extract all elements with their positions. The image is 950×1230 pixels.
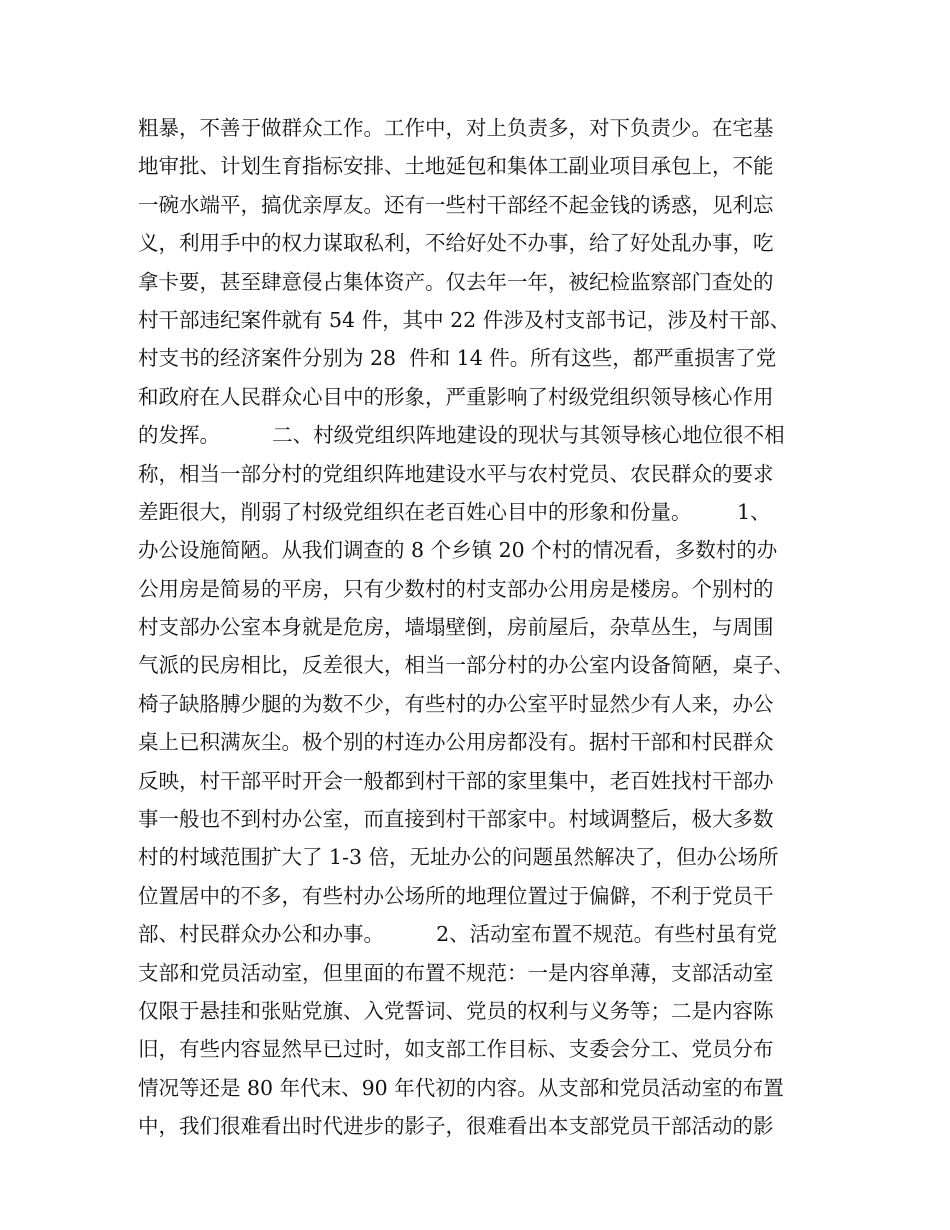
text-line: 地审批、计划生育指标安排、土地延包和集体工副业项目承包上，不能 [138,154,774,179]
text-line: 和政府在人民群众心目中的形象，严重影响了村级党组织领导核心作用 [138,384,774,409]
text-line: 村的村域范围扩大了 1-3 倍，无址办公的问题虽然解决了，但办公场所 [138,845,779,870]
text-line: 村支部办公室本身就是危房，墙塌壁倒，房前屋后，杂草丛生，与周围 [138,615,774,640]
text-line: 中，我们很难看出时代进步的影子，很难看出本支部党员干部活动的影 [138,1114,774,1139]
text-line: 一碗水端平，搞优亲厚友。还有一些村干部经不起金钱的诱惑，见利忘 [138,192,774,217]
text-line: 情况等还是 80 年代末、90 年代初的内容。从支部和党员活动室的布置 [138,1075,784,1100]
text-line: 村干部违纪案件就有 54 件，其中 22 件涉及村支部书记，涉及村干部、 [138,307,791,332]
text-line: 反映，村干部平时开会一般都到村干部的家里集中，老百姓找村干部办 [138,768,774,793]
text-line: 村支书的经济案件分别为 28 件和 14 件。所有这些，都严重损害了党 [138,346,777,371]
text-line: 粗暴，不善于做群众工作。工作中，对上负责多，对下负责少。在宅基 [138,116,774,140]
text-line: 拿卡要，甚至肆意侵占集体资产。仅去年一年，被纪检监察部门查处的 [138,269,774,294]
text-line: 的发挥。 二、村级党组织阵地建设的现状与其领导核心地位很不相 [138,423,785,448]
text-line: 差距很大，削弱了村级党组织在老百姓心目中的形象和份量。 1、 [138,499,771,524]
text-line: 公用房是简易的平房，只有少数村的村支部办公用房是楼房。个别村的 [138,576,774,601]
text-line: 事一般也不到村办公室，而直接到村干部家中。村域调整后，极大多数 [138,807,774,832]
text-line: 义，利用手中的权力谋取私利，不给好处不办事，给了好处乱办事，吃 [138,231,774,256]
text-line: 称，相当一部分村的党组织阵地建设水平与农村党员、农民群众的要求 [138,461,774,486]
text-line: 椅子缺胳膊少腿的为数不少，有些村的办公室平时显然少有人来，办公 [138,691,774,716]
body-text [138,109,828,1146]
text-line: 仅限于悬挂和张贴党旗、入党誓词、党员的权利与义务等；二是内容陈 [138,998,774,1023]
text-line: 办公设施简陋。从我们调查的 8 个乡镇 20 个村的情况看，多数村的办 [138,538,778,563]
text-line: 部、村民群众办公和办事。 2、活动室布置不规范。有些村虽有党 [138,922,778,947]
text-line: 桌上已积满灰尘。极个别的村连办公用房都没有。据村干部和村民群众 [138,730,774,755]
text-line: 支部和党员活动室，但里面的布置不规范：一是内容单薄，支部活动室 [138,960,774,985]
text-line: 位置居中的不多，有些村办公场所的地理位置过于偏僻，不利于党员干 [138,883,774,908]
text-line: 气派的民房相比，反差很大，相当一部分村的办公室内设备简陋，桌子、 [138,653,794,678]
text-line: 旧，有些内容显然早已过时，如支部工作目标、支委会分工、党员分布 [138,1037,774,1062]
